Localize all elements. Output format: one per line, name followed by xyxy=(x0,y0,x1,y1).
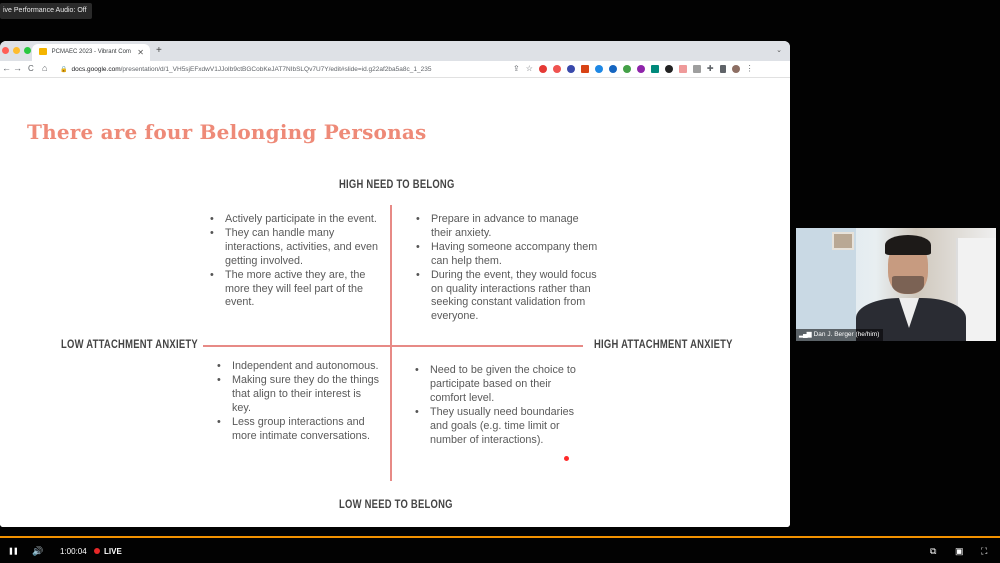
reload-icon[interactable]: C xyxy=(28,64,34,73)
participant-name: Dan J. Berger (he/him) xyxy=(813,331,880,338)
popout-icon[interactable]: ⧉ xyxy=(930,546,937,556)
extension-icon[interactable] xyxy=(595,65,603,73)
playback-progress-bar[interactable] xyxy=(0,536,1000,538)
extensions-puzzle-icon[interactable]: ✚ xyxy=(706,64,714,73)
player-controls xyxy=(0,540,1000,563)
left-axis-label: LOW ATTACHMENT ANXIETY xyxy=(61,339,198,351)
forward-icon[interactable]: → xyxy=(13,63,22,73)
home-icon[interactable]: ⌂ xyxy=(42,63,48,73)
extension-icon[interactable] xyxy=(637,65,645,73)
window-controls xyxy=(2,47,31,54)
bottom-axis-label: LOW NEED TO BELONG xyxy=(339,499,453,511)
picture-in-picture-icon[interactable]: ▣ xyxy=(955,546,964,556)
elapsed-time: 1:00:04 xyxy=(60,547,87,556)
address-bar[interactable] xyxy=(60,63,530,76)
list-item: • Need to be given the choice to participate based on their comfort level. xyxy=(413,364,585,406)
url-domain: docs.google.com xyxy=(71,66,121,73)
close-tab-icon[interactable]: ✕ xyxy=(137,48,144,57)
extension-icon[interactable] xyxy=(539,65,547,73)
list-item: • Less group interactions and more intimate conversations. xyxy=(215,416,383,444)
extension-icon[interactable] xyxy=(693,65,701,73)
side-panel-icon[interactable] xyxy=(720,65,726,73)
slides-favicon-icon xyxy=(39,48,47,55)
url-path: /presentation/d/1_VH5sjEFxdwV1JJoIb9ctBGCobKeJAT7NIbSLQv7U7Y/edit#slide=id.g22af2ba5a8c_1_235 xyxy=(120,66,432,73)
fullscreen-icon[interactable]: ⛶ xyxy=(981,546,988,556)
audio-status-badge: ive Performance Audio: Off xyxy=(0,3,92,19)
extension-icon[interactable] xyxy=(665,65,673,73)
quadrant-bottom-right xyxy=(413,364,585,447)
live-dot-icon xyxy=(94,548,100,554)
back-icon[interactable]: ← xyxy=(2,63,11,73)
laser-pointer xyxy=(564,456,569,461)
speaker-hair xyxy=(885,235,931,255)
top-axis-label: HIGH NEED TO BELONG xyxy=(339,179,455,191)
volume-icon[interactable]: 🔊 xyxy=(32,546,44,556)
live-indicator[interactable] xyxy=(94,540,122,563)
vertical-divider xyxy=(390,205,392,481)
lock-icon: 🔒 xyxy=(60,67,68,73)
extension-icon[interactable] xyxy=(623,65,631,73)
browser-tab[interactable] xyxy=(32,44,150,61)
list-item: • Making sure they do the things that align to their interest is key. xyxy=(215,374,383,416)
quadrant-top-right xyxy=(414,213,599,324)
new-tab-icon[interactable]: + xyxy=(156,45,162,56)
list-item: • Actively participate in the event. xyxy=(208,213,380,227)
close-window-icon[interactable] xyxy=(2,47,9,54)
presentation-slide xyxy=(0,78,790,527)
extension-icon[interactable] xyxy=(609,65,617,73)
list-item: • They can handle many interactions, activities, and even getting involved. xyxy=(208,227,380,269)
extension-icon[interactable] xyxy=(581,65,589,73)
pause-icon[interactable]: ❚❚ xyxy=(8,548,18,555)
browser-toolbar xyxy=(0,61,790,78)
browser-window xyxy=(0,41,790,527)
list-item: • During the event, they would focus on quality interactions rather than seeking constant validation from everyone. xyxy=(414,269,599,325)
list-item: • Independent and autonomous. xyxy=(215,360,383,374)
profile-avatar[interactable] xyxy=(732,65,740,73)
list-item: • Prepare in advance to manage their anxiety. xyxy=(414,213,599,241)
background-picture-frame xyxy=(832,232,854,250)
horizontal-divider xyxy=(203,345,583,347)
extensions-area xyxy=(513,65,754,73)
extension-icon[interactable] xyxy=(567,65,575,73)
signal-bars-icon: ▂▄▆ xyxy=(799,331,811,338)
extension-icon[interactable] xyxy=(651,65,659,73)
webcam-feed xyxy=(796,228,996,341)
tab-strip xyxy=(0,41,790,61)
extension-icon[interactable] xyxy=(679,65,687,73)
right-axis-label: HIGH ATTACHMENT ANXIETY xyxy=(594,339,733,351)
tab-title: PCMAEC 2023 - Vibrant Com xyxy=(51,49,131,55)
tab-search-icon[interactable]: ⌄ xyxy=(776,47,782,54)
slide-title: There are four Belonging Personas xyxy=(27,120,427,144)
extension-icon[interactable] xyxy=(553,65,561,73)
list-item: • The more active they are, the more they will feel part of the event. xyxy=(208,269,380,311)
share-icon[interactable]: ⇪ xyxy=(513,64,520,73)
minimize-window-icon[interactable] xyxy=(13,47,20,54)
live-label: LIVE xyxy=(104,547,122,556)
quadrant-top-left xyxy=(208,213,380,310)
list-item: • They usually need boundaries and goals (e.g. time limit or number of interactions). xyxy=(413,406,585,448)
list-item: • Having someone accompany them can help them. xyxy=(414,241,599,269)
browser-menu-icon[interactable]: ⋮ xyxy=(745,64,754,73)
quadrant-bottom-left xyxy=(215,360,383,443)
bookmark-star-icon[interactable]: ☆ xyxy=(525,64,533,73)
participant-name-tag xyxy=(796,329,883,341)
speaker-beard xyxy=(892,276,924,294)
maximize-window-icon[interactable] xyxy=(24,47,31,54)
